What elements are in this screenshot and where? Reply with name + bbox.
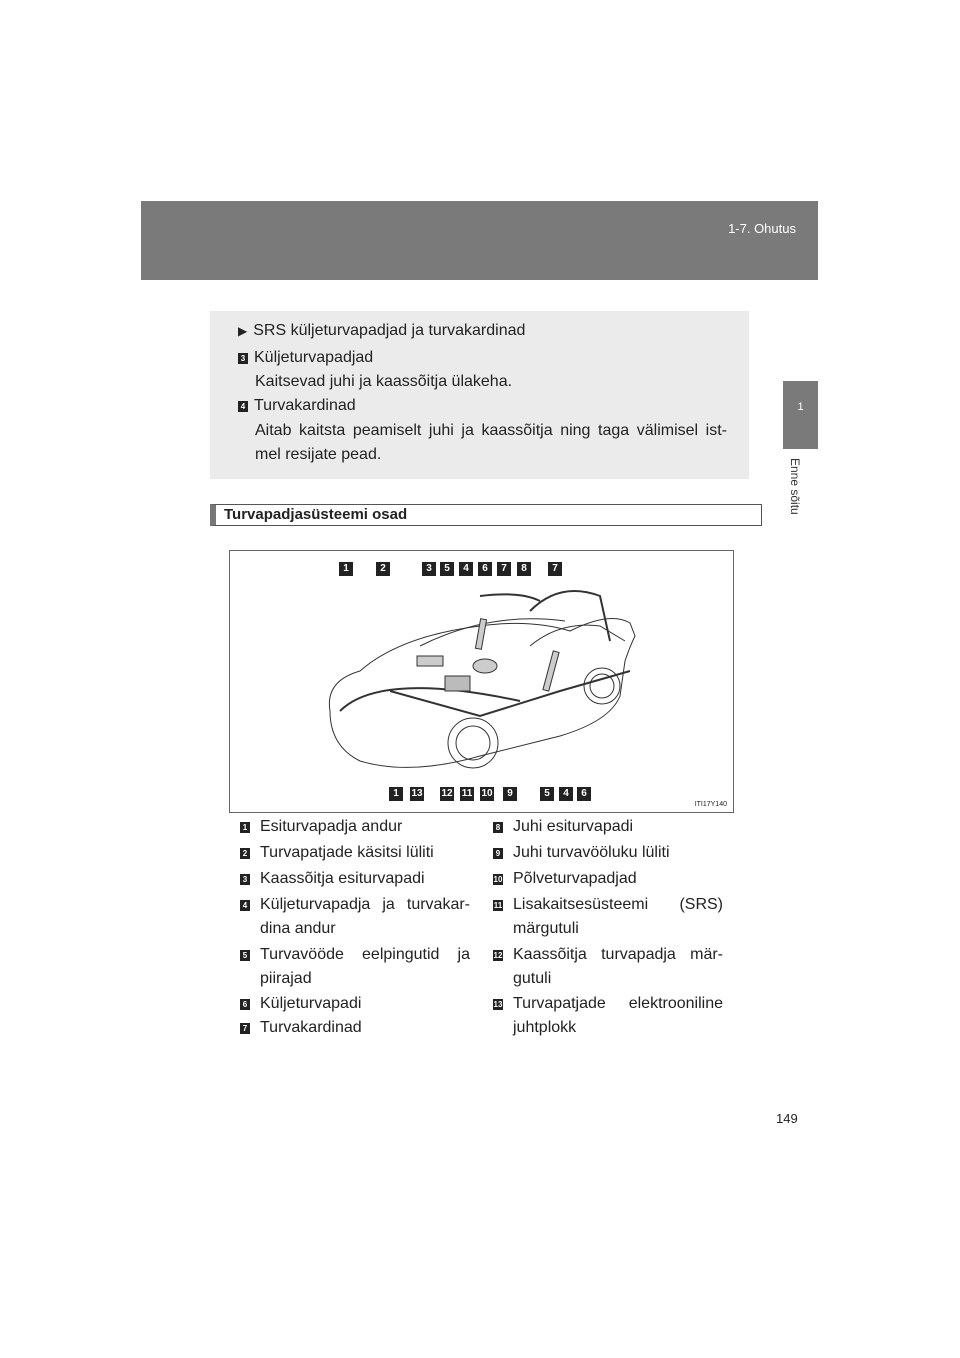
part-text: Turvakardinad [260, 1019, 362, 1036]
callout-label: 2 [376, 562, 390, 576]
page-number: 149 [776, 1111, 798, 1126]
callout-label: 7 [497, 562, 511, 576]
part-text: Esiturvapadja andur [260, 818, 403, 835]
callout-label: 11 [461, 788, 473, 799]
number-badge: 9 [493, 848, 503, 859]
callout-label: 1 [339, 562, 353, 576]
callout-label: 6 [577, 787, 591, 801]
triangle-bullet-icon: ▶ [238, 324, 248, 338]
part-text: Põlveturvapadjad [513, 870, 637, 887]
part-text: Lisakaitsesüsteemi (SRS) märgutuli [513, 896, 723, 937]
part-text: Küljeturvapadi [260, 995, 362, 1012]
chapter-label: Enne sõitu [788, 458, 802, 515]
note-item: 4 Turvakardinad [238, 394, 356, 418]
note-desc: Kaitsevad juhi ja kaassõitja ülakeha. [255, 373, 513, 390]
callout-label: 13 [411, 788, 423, 799]
number-badge: 4 [238, 401, 248, 412]
callout-label: 12 [441, 788, 453, 799]
part-text: Juhi esiturvapadi [513, 818, 634, 835]
number-badge: 6 [240, 999, 250, 1010]
header-bar [141, 201, 818, 280]
note-desc: mel resijate pead. [255, 446, 382, 463]
part-text: Turvavööde eelpingutid ja piirajad [260, 946, 470, 987]
part-text: Turvapatjade elektrooniline juhtplokk [513, 995, 723, 1036]
callout-label: 5 [540, 787, 554, 801]
number-badge: 7 [240, 1023, 250, 1034]
section-title: 1-7. Ohutus [728, 221, 796, 236]
part-text: Küljeturvapadja ja turvakar-dina andur [260, 896, 470, 937]
section-heading: Turvapadjasüsteemi osad [210, 504, 762, 526]
callout-label: 8 [517, 562, 531, 576]
number-badge: 12 [493, 951, 503, 960]
callout-label: 4 [559, 787, 573, 801]
callout-label: 7 [548, 562, 562, 576]
number-badge: 11 [493, 901, 503, 910]
callout-label: 6 [478, 562, 492, 576]
number-badge: 10 [493, 875, 503, 884]
note-desc: Aitab kaitsta peamiselt juhi ja kaassõitja ning taga välimisel ist- [255, 422, 727, 439]
part-text: Kaassõitja esiturvapadi [260, 870, 425, 887]
part-text: Juhi turvavööluku lüliti [513, 844, 670, 861]
number-badge: 3 [240, 874, 250, 885]
note-item: 3 Küljeturvapadjad [238, 346, 373, 370]
number-badge: 8 [493, 822, 503, 833]
airbag-diagram [229, 550, 734, 813]
part-text: Turvapatjade käsitsi lüliti [260, 844, 434, 861]
part-text: Kaassõitja turvapadja mär-gutuli [513, 946, 723, 987]
callout-label: 10 [481, 788, 493, 799]
number-badge: 5 [240, 950, 250, 961]
callout-label: 3 [422, 562, 436, 576]
callout-label: 1 [389, 787, 403, 801]
note-box [210, 311, 749, 479]
car-illustration [230, 551, 733, 812]
note-heading: ▶ SRS küljeturvapadjad ja turvakardinad [238, 322, 526, 339]
figure-code: ITI17Y140 [694, 801, 727, 808]
number-badge: 1 [240, 822, 250, 833]
callout-label: 9 [503, 787, 517, 801]
number-badge: 4 [240, 900, 250, 911]
callout-label: 5 [440, 562, 454, 576]
chapter-tab[interactable]: 1 [783, 381, 818, 449]
number-badge: 2 [240, 848, 250, 859]
number-badge: 3 [238, 353, 248, 364]
number-badge: 13 [493, 1000, 503, 1009]
callout-label: 4 [459, 562, 473, 576]
